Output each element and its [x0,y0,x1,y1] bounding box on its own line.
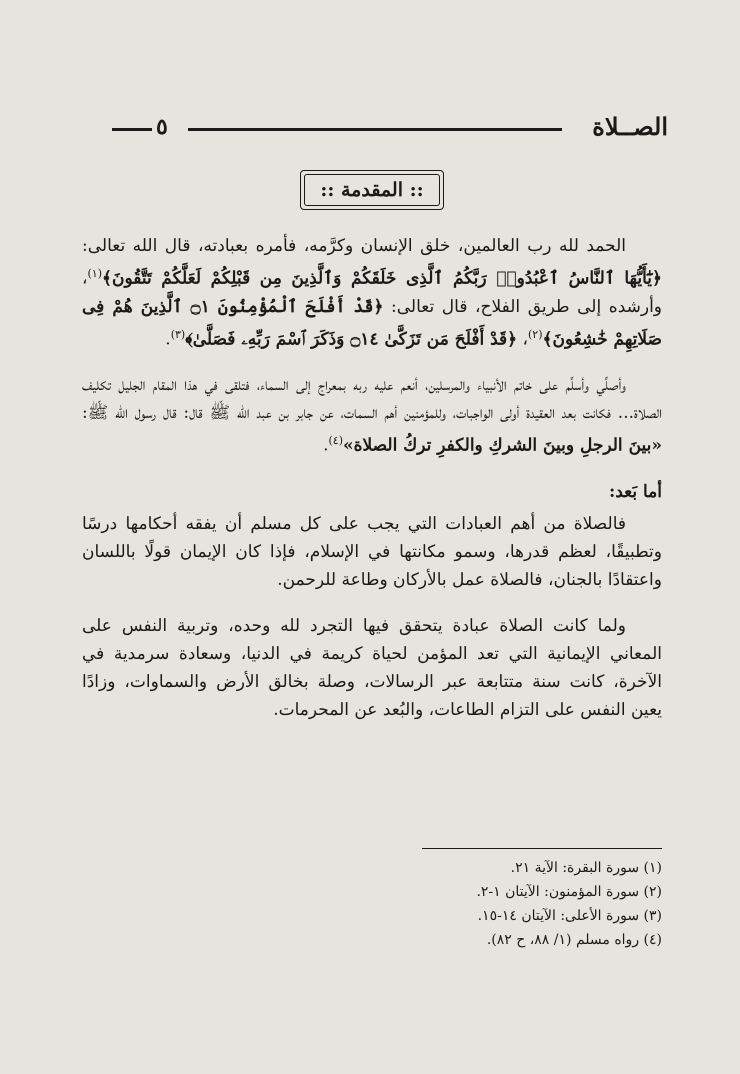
paragraph-purpose: ولما كانت الصلاة عبادة يتحقق فيها التجرد لله وحده، وتربية النفس على المعاني الإيمانية التي تعد المؤمن لحياة كريمة في الدنيا، وسعادة سرمدية في الآخرة، كانت سنة متتابعة عبر الرسالات، وصلة بخالق الأرض والسماوات، وزادًا يعين النفس على التزام الطاعات، والبُعد عن المحرمات. [82,615,662,720]
footnote-ref: (٤) [328,434,343,448]
quran-verse: ﴿يَٰٓأَيُّهَا ٱلنَّاسُ ٱعْبُدُوا۟ رَبَّكُمُ ٱلَّذِى خَلَقَكُمْ وَٱلَّذِينَ مِن قَبْلِكُمْ لَعَلَّكُمْ تَتَّقُونَ﴾ [102,268,662,289]
text-run: وأصلِّي وأسلِّم على خاتم الأنبياء والمرسلين، أنعم عليه ربه بمعراج إلى السماء، فتلقى في هذا المقام الجليل تكليف الصلاة... فكانت بعد العقيدة أولى الواجبات، وللمؤمنين أهم السمات، عن جابر بن عبد الله ﷺ قال: قال رسول الله ﷺ: [82,375,662,424]
text-run: . [323,435,329,456]
header-rule-short [112,128,152,131]
paragraph-importance: فالصلاة من أهم العبادات التي يجب على كل مسلم أن يفقه أحكامها درسًا وتطبيقًا، لعظم قدرها، وسمو مكانتها في الإسلام، فإذا كان الإيمان قولًا باللسان واعتقادًا بالجنان، فالصلاة عمل بالأركان وطاعة للرحمن. [82,513,662,590]
text-run: ، [517,329,528,350]
footnote-2: (٢) سورة المؤمنون: الآيتان ١-٢. [476,884,662,900]
footnote-ref: (٢) [528,327,543,341]
footnote-separator [422,848,662,849]
running-header [112,112,668,146]
amma-baad-heading: أما بَعد: [608,481,662,502]
main-text [82,232,662,742]
section-heading: :: المقدمة :: [320,179,424,201]
footnote-4: (٤) رواه مسلم (١/ ٨٨، ح ٨٢). [486,932,662,948]
chapter-title: الصــلاة [592,112,668,141]
footnote-3: (٣) سورة الأعلى: الآيتان ١٤-١٥. [477,908,662,924]
footnote-ref: (١) [87,267,103,280]
footnote-1: (١) سورة البقرة: الآية ٢١. [510,860,662,876]
footnote-ref: (٣) [170,327,186,341]
footnotes [200,856,662,952]
text-run: . [165,329,171,350]
section-heading-frame [300,170,444,210]
quran-verse: ﴿قَدْ أَفْلَحَ ٱلْمُؤْمِنُونَ ۝١ ٱلَّذِينَ هُمْ فِى صَلَاتِهِمْ خَٰشِعُونَ﴾ [82,296,662,350]
hadith-quote: «بينَ الرجلِ وبينَ الشركِ والكفرِ تركُ الصلاة» [343,435,662,456]
text-run: ، وأرشده إلى طريق الفلاح، قال تعالى: [82,268,663,317]
text-run: الحمد لله رب العالمين، خلق الإنسان وكرَّمه، فأمره بعبادته، قال الله تعالى: [82,236,626,256]
header-rule [188,128,562,131]
quran-verse: ﴿قَدْ أَفْلَحَ مَن تَزَكَّىٰ ۝١٤ وَذَكَرَ ٱسْمَ رَبِّهِۦ فَصَلَّىٰ﴾ [185,329,518,350]
page-number: ٥ [156,114,168,140]
paragraph-prophet [82,371,662,460]
paragraph-intro [82,232,662,353]
